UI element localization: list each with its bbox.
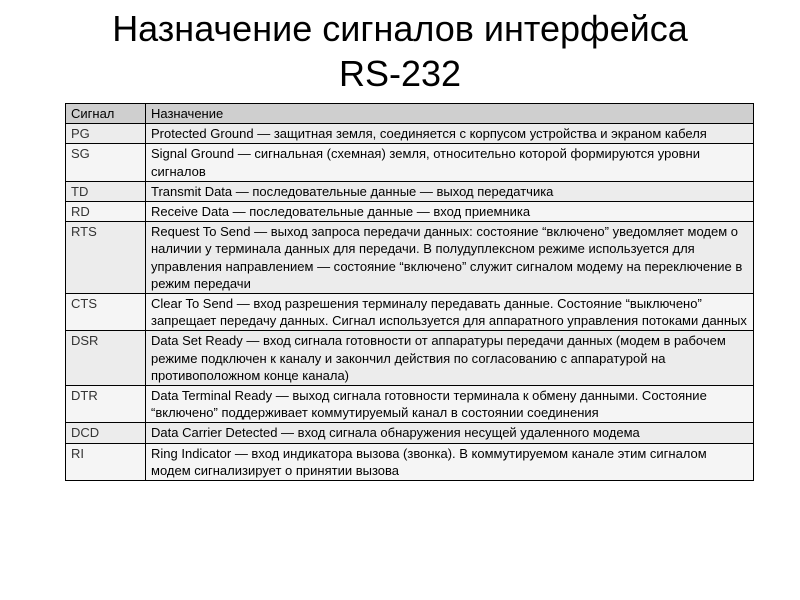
purpose-cell: Receive Data — последовательные данные — вход приемника: [146, 202, 754, 222]
table-row: [66, 386, 754, 423]
purpose-cell: Request To Send — выход запроса передачи данных: состояние “включено” уведомляет модем о наличии у терминала данных для передачи. В полудуплексном режиме используется для управления направлением — состояние “включено” служит сигналом модему на переключение в режим передачи: [146, 222, 754, 294]
signal-cell: TD: [66, 181, 146, 201]
table-row: [66, 124, 754, 144]
table-row: [66, 144, 754, 181]
purpose-cell: Data Carrier Detected — вход сигнала обнаружения несущей удаленного модема: [146, 423, 754, 443]
signal-cell: PG: [66, 124, 146, 144]
purpose-cell: Data Terminal Ready — выход сигнала готовности терминала к обмену данными. Состояние “включено” поддерживает коммутируемый канал в состоянии соединения: [146, 386, 754, 423]
purpose-cell: Transmit Data — последовательные данные — выход передатчика: [146, 181, 754, 201]
signals-table: [65, 103, 754, 481]
title-line-2: RS-232: [338, 53, 462, 94]
purpose-cell: Clear To Send — вход разрешения терминалу передавать данные. Состояние “выключено” запрещает передачу данных. Сигнал используется для аппаратного управления потоками данных: [146, 294, 754, 331]
signal-cell: RD: [66, 202, 146, 222]
purpose-cell: Ring Indicator — вход индикатора вызова (звонка). В коммутируемом канале этим сигналом модем сигнализирует о принятии вызова: [146, 443, 754, 480]
signal-cell: SG: [66, 144, 146, 181]
purpose-cell: Signal Ground — сигнальная (схемная) земля, относительно которой формируются уровни сигналов: [146, 144, 754, 181]
purpose-cell: Data Set Ready — вход сигнала готовности от аппаратуры передачи данных (модем в рабочем режиме подключен к каналу и закончил действия по согласованию с аппаратурой на противоположном конце канала): [146, 331, 754, 386]
page-title: [0, 6, 800, 96]
table-row: [66, 423, 754, 443]
table-row: [66, 222, 754, 294]
signal-cell: DCD: [66, 423, 146, 443]
signal-cell: RTS: [66, 222, 146, 294]
title-line-1: Назначение сигналов интерфейса: [112, 8, 688, 49]
signal-cell: DTR: [66, 386, 146, 423]
signal-cell: DSR: [66, 331, 146, 386]
signal-cell: RI: [66, 443, 146, 480]
header-purpose: Назначение: [146, 104, 754, 124]
signal-cell: CTS: [66, 294, 146, 331]
table-row: [66, 181, 754, 201]
table-row: [66, 331, 754, 386]
table-row: [66, 443, 754, 480]
header-signal: Сигнал: [66, 104, 146, 124]
table-header-row: [66, 104, 754, 124]
table-row: [66, 202, 754, 222]
purpose-cell: Protected Ground — защитная земля, соединяется с корпусом устройства и экраном кабеля: [146, 124, 754, 144]
table-row: [66, 294, 754, 331]
